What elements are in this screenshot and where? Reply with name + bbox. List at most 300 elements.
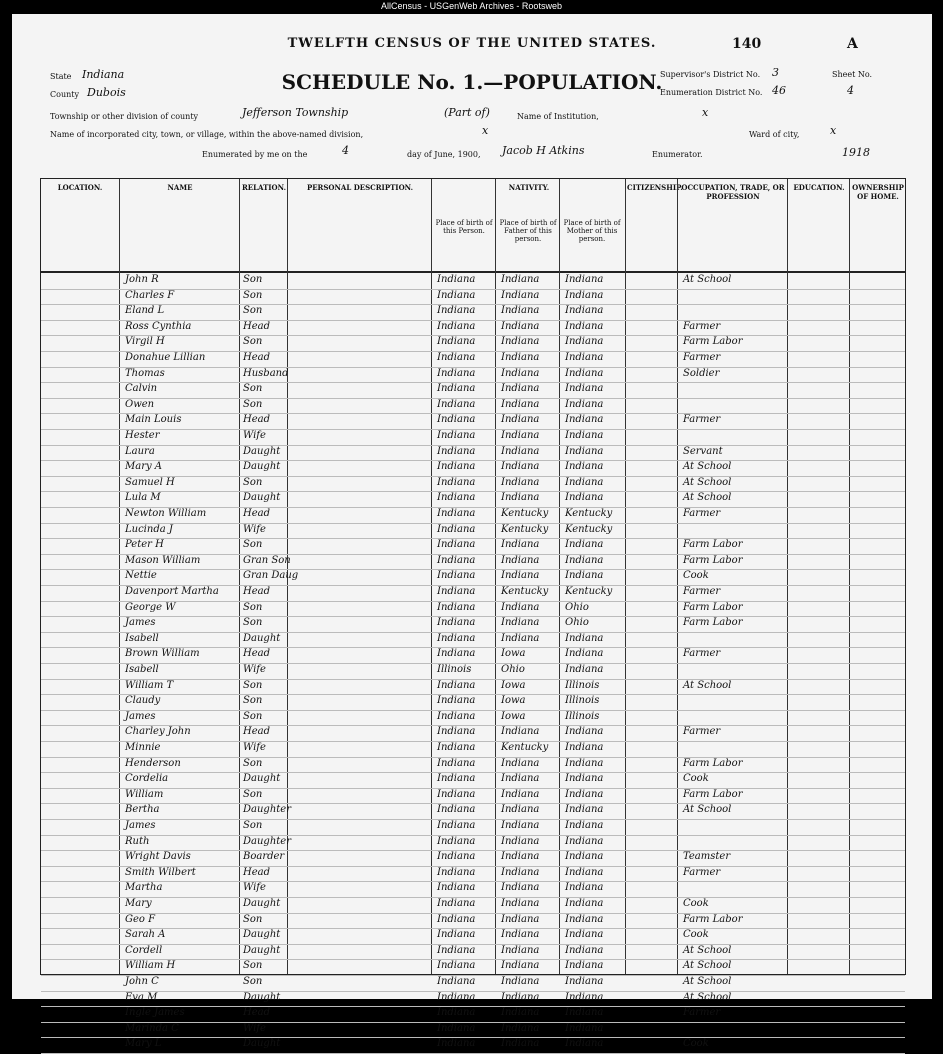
mother-birthplace: Indiana: [565, 726, 604, 738]
mother-birthplace: Indiana: [565, 788, 604, 800]
person-name: Bertha: [125, 804, 160, 816]
relation: Head: [243, 414, 271, 426]
father-birthplace: Indiana: [501, 913, 540, 925]
birthplace: Indiana: [437, 492, 476, 504]
person-name: Nettie: [125, 570, 157, 582]
father-birthplace: Kentucky: [501, 523, 549, 535]
occupation: At School: [683, 944, 732, 956]
relation: Son: [243, 976, 263, 987]
person-name: William: [125, 788, 164, 800]
birthplace: Indiana: [437, 929, 476, 941]
mother-birthplace: Indiana: [565, 866, 604, 878]
institution-value: x: [702, 106, 709, 119]
father-birthplace: Indiana: [501, 617, 540, 629]
father-birthplace: Indiana: [501, 929, 540, 941]
person-name: Isabell: [125, 664, 159, 675]
father-birthplace: Indiana: [501, 835, 540, 847]
father-birthplace: Iowa: [501, 695, 526, 707]
relation: Son: [243, 788, 263, 800]
mother-birthplace: Indiana: [565, 352, 604, 363]
mother-birthplace: Indiana: [565, 1022, 604, 1034]
birthplace: Illinois: [437, 664, 472, 675]
birthplace: Indiana: [437, 305, 476, 317]
father-birthplace: Iowa: [501, 679, 526, 691]
table-row: [41, 1022, 905, 1039]
occupation: Farm Labor: [683, 617, 743, 629]
father-birthplace: Indiana: [501, 804, 540, 816]
birthplace: Indiana: [437, 445, 476, 457]
relation: Gran Daug: [243, 570, 299, 582]
mother-birthplace: Indiana: [565, 632, 604, 644]
mother-birthplace: Kentucky: [565, 586, 613, 597]
table-row: [41, 538, 905, 555]
supervisor-value: 3: [772, 66, 779, 79]
father-birthplace: Indiana: [501, 430, 540, 441]
mother-birthplace: Indiana: [565, 476, 604, 488]
birthplace: Indiana: [437, 742, 476, 753]
birthplace: Indiana: [437, 820, 476, 831]
father-birthplace: Indiana: [501, 570, 540, 582]
person-name: Lula M: [125, 492, 161, 504]
city-label: Name of incorporated city, town, or village, within the above-named division,: [50, 130, 364, 139]
enumerated-day: 4: [342, 144, 349, 157]
sheet-value: 4: [847, 84, 854, 97]
father-birthplace: Indiana: [501, 1038, 540, 1050]
occupation: At School: [683, 461, 732, 473]
occupation: Farm Labor: [683, 788, 743, 800]
table-row: [41, 694, 905, 711]
occupation: Farm Labor: [683, 913, 743, 925]
table-row: [41, 351, 905, 368]
person-name: Virgil H: [125, 336, 165, 348]
relation: Daughter: [243, 835, 291, 847]
schedule-title: SCHEDULE No. 1.—POPULATION.: [281, 70, 663, 94]
person-name: Mary A: [125, 461, 163, 473]
relation: Daught: [243, 898, 281, 909]
nat-head-person: Place of birth of this Person.: [435, 219, 493, 235]
birthplace: Indiana: [437, 352, 476, 363]
father-birthplace: Indiana: [501, 1022, 540, 1034]
relation: Daught: [243, 944, 281, 956]
mother-birthplace: Indiana: [565, 430, 604, 441]
col-citizenship: CITIZENSHIP.: [627, 183, 683, 192]
relation: Son: [243, 695, 263, 707]
person-name: Cordelia: [125, 773, 169, 785]
page-letter: A: [847, 36, 858, 52]
occupation: At School: [683, 976, 732, 987]
relation: Son: [243, 679, 263, 691]
occupation: Farm Labor: [683, 554, 743, 566]
occupation: At School: [683, 679, 732, 691]
relation: Wife: [243, 664, 266, 675]
father-birthplace: Indiana: [501, 851, 540, 863]
census-title: TWELFTH CENSUS OF THE UNITED STATES.: [287, 36, 657, 51]
table-row: [41, 803, 905, 820]
father-birthplace: Indiana: [501, 960, 540, 972]
father-birthplace: Indiana: [501, 274, 540, 285]
relation: Son: [243, 539, 263, 551]
table-row: [41, 1006, 905, 1023]
person-name: Smith Wilbert: [125, 866, 196, 878]
father-birthplace: Indiana: [501, 820, 540, 831]
page-number: 140: [732, 36, 762, 52]
relation: Son: [243, 960, 263, 972]
person-name: Laura: [125, 445, 155, 457]
ward-value: x: [830, 124, 837, 137]
father-birthplace: Indiana: [501, 726, 540, 738]
person-name: George W: [125, 601, 176, 613]
occupation: Cook: [683, 570, 709, 582]
birthplace: Indiana: [437, 539, 476, 551]
person-name: Henderson: [125, 757, 181, 769]
relation: Daught: [243, 461, 281, 473]
father-birthplace: Indiana: [501, 476, 540, 488]
birthplace: Indiana: [437, 398, 476, 410]
table-row: [41, 1037, 905, 1054]
father-birthplace: Indiana: [501, 882, 540, 894]
table-row: [41, 460, 905, 477]
relation: Head: [243, 726, 271, 738]
margin-note: 1918: [842, 146, 870, 159]
person-name: Owen: [125, 398, 155, 410]
enumerator-name: Jacob H Atkins: [502, 144, 585, 157]
relation: Head: [243, 320, 271, 332]
relation: Son: [243, 336, 263, 348]
birthplace: Indiana: [437, 289, 476, 301]
census-table: [40, 178, 906, 1050]
birthplace: Indiana: [437, 898, 476, 909]
table-row: [41, 601, 905, 618]
relation: Wife: [243, 1022, 266, 1034]
relation: Son: [243, 274, 263, 285]
father-birthplace: Indiana: [501, 461, 540, 473]
person-name: Cordell: [125, 944, 163, 956]
mother-birthplace: Indiana: [565, 570, 604, 582]
person-name: John C: [125, 976, 159, 987]
table-row: [41, 959, 905, 976]
father-birthplace: Indiana: [501, 757, 540, 769]
table-row: [41, 632, 905, 649]
occupation: Farm Labor: [683, 336, 743, 348]
table-row: [41, 788, 905, 805]
ward-label: Ward of city,: [749, 130, 800, 139]
occupation: Farm Labor: [683, 757, 743, 769]
person-name: Main Louis: [125, 414, 182, 426]
table-row: [41, 476, 905, 493]
birthplace: Indiana: [437, 508, 476, 519]
father-birthplace: Indiana: [501, 539, 540, 551]
relation: Son: [243, 398, 263, 410]
table-row: [41, 491, 905, 508]
birthplace: Indiana: [437, 788, 476, 800]
person-name: Peter H: [125, 539, 164, 551]
mother-birthplace: Indiana: [565, 648, 604, 660]
person-name: William H: [125, 960, 176, 972]
table-row: [41, 928, 905, 945]
relation: Head: [243, 352, 271, 363]
col-personal: PERSONAL DESCRIPTION.: [306, 183, 414, 192]
birthplace: Indiana: [437, 430, 476, 441]
birthplace: Indiana: [437, 991, 476, 1003]
relation: Head: [243, 1007, 271, 1019]
relation: Son: [243, 710, 263, 722]
occupation: At School: [683, 476, 732, 488]
father-birthplace: Kentucky: [501, 508, 549, 519]
occupation: Soldier: [683, 367, 720, 379]
institution-label: Name of Institution,: [517, 112, 599, 121]
table-row: [41, 273, 905, 290]
birthplace: Indiana: [437, 866, 476, 878]
state-label: State: [50, 72, 72, 81]
mother-birthplace: Indiana: [565, 414, 604, 426]
mother-birthplace: Indiana: [565, 320, 604, 332]
birthplace: Indiana: [437, 414, 476, 426]
relation: Wife: [243, 430, 266, 441]
birthplace: Indiana: [437, 695, 476, 707]
relation: Son: [243, 289, 263, 301]
relation: Head: [243, 508, 271, 519]
father-birthplace: Indiana: [501, 991, 540, 1003]
relation: Daught: [243, 1038, 281, 1050]
table-row: [41, 616, 905, 633]
occupation: At School: [683, 492, 732, 504]
occupation: Farmer: [683, 866, 721, 878]
birthplace: Indiana: [437, 944, 476, 956]
father-birthplace: Indiana: [501, 632, 540, 644]
birthplace: Indiana: [437, 851, 476, 863]
person-name: Claudy: [125, 695, 161, 707]
father-birthplace: Indiana: [501, 866, 540, 878]
birthplace: Indiana: [437, 461, 476, 473]
mother-birthplace: Indiana: [565, 960, 604, 972]
relation: Son: [243, 617, 263, 629]
occupation: Cook: [683, 1038, 709, 1050]
father-birthplace: Indiana: [501, 320, 540, 332]
mother-birthplace: Indiana: [565, 1007, 604, 1019]
occupation: Farmer: [683, 352, 721, 363]
occupation: Farmer: [683, 586, 721, 597]
relation: Daughter: [243, 804, 291, 816]
person-name: Eva M: [125, 991, 158, 1003]
nat-head-mother: Place of birth of Mother of this person.: [563, 219, 621, 243]
father-birthplace: Indiana: [501, 414, 540, 426]
table-row: [41, 975, 905, 992]
birthplace: Indiana: [437, 523, 476, 535]
occupation: Farm Labor: [683, 539, 743, 551]
mother-birthplace: Indiana: [565, 398, 604, 410]
relation: Son: [243, 476, 263, 488]
person-name: Thomas: [125, 367, 165, 379]
father-birthplace: Indiana: [501, 367, 540, 379]
enum-value: 46: [772, 84, 786, 97]
mother-birthplace: Indiana: [565, 445, 604, 457]
sheet-label: Sheet No.: [832, 70, 873, 79]
birthplace: Indiana: [437, 913, 476, 925]
township-part: (Part of): [444, 106, 490, 119]
person-name: Lucinda J: [125, 523, 173, 535]
occupation: Cook: [683, 898, 709, 909]
col-occupation: OCCUPATION, TRADE, OR PROFESSION: [681, 183, 785, 201]
occupation: Cook: [683, 929, 709, 941]
enum-label: Enumeration District No.: [660, 88, 763, 97]
mother-birthplace: Indiana: [565, 851, 604, 863]
mother-birthplace: Indiana: [565, 913, 604, 925]
table-row: [41, 445, 905, 462]
col-name: NAME: [167, 183, 193, 192]
person-name: Mary L: [125, 1038, 162, 1050]
relation: Wife: [243, 882, 266, 894]
mother-birthplace: Ohio: [565, 617, 589, 629]
mother-birthplace: Indiana: [565, 367, 604, 379]
table-row: [41, 710, 905, 727]
relation: Husband: [243, 367, 289, 379]
township-value: Jefferson Township: [242, 106, 349, 119]
county-value: Dubois: [87, 86, 126, 99]
table-row: [41, 335, 905, 352]
birthplace: Indiana: [437, 835, 476, 847]
birthplace: Indiana: [437, 383, 476, 395]
mother-birthplace: Indiana: [565, 305, 604, 317]
nat-head-father: Place of birth of Father of this person.: [499, 219, 557, 243]
person-name: James: [125, 617, 156, 629]
table-row: [41, 367, 905, 384]
father-birthplace: Indiana: [501, 492, 540, 504]
relation: Daught: [243, 492, 281, 504]
person-name: Brown William: [125, 648, 200, 660]
table-row: [41, 289, 905, 306]
col-relation: RELATION.: [241, 183, 287, 192]
occupation: Farmer: [683, 648, 721, 660]
table-row: [41, 569, 905, 586]
birthplace: Indiana: [437, 757, 476, 769]
relation: Daught: [243, 991, 281, 1003]
birthplace: Indiana: [437, 960, 476, 972]
mother-birthplace: Indiana: [565, 835, 604, 847]
birthplace: Indiana: [437, 1007, 476, 1019]
birthplace: Indiana: [437, 804, 476, 816]
birthplace: Indiana: [437, 586, 476, 597]
person-name: Samuel H: [125, 476, 175, 488]
city-value: x: [482, 124, 489, 137]
relation: Daught: [243, 929, 281, 941]
mother-birthplace: Indiana: [565, 898, 604, 909]
person-name: Mary: [125, 898, 152, 909]
mother-birthplace: Indiana: [565, 1038, 604, 1050]
birthplace: Indiana: [437, 648, 476, 660]
table-row: [41, 647, 905, 664]
mother-birthplace: Illinois: [565, 695, 600, 707]
mother-birthplace: Indiana: [565, 461, 604, 473]
occupation: Farm Labor: [683, 601, 743, 613]
occupation: At School: [683, 274, 732, 285]
birthplace: Indiana: [437, 1038, 476, 1050]
person-name: Mason William: [125, 554, 201, 566]
table-row: [41, 772, 905, 789]
table-row: [41, 382, 905, 399]
birthplace: Indiana: [437, 367, 476, 379]
person-name: Davenport Martha: [125, 586, 219, 597]
father-birthplace: Ohio: [501, 664, 525, 675]
person-name: Martha: [125, 882, 163, 894]
person-name: Calvin: [125, 383, 158, 395]
father-birthplace: Indiana: [501, 305, 540, 317]
person-name: James: [125, 820, 156, 831]
person-name: Hester: [125, 430, 160, 441]
table-row: [41, 507, 905, 524]
mother-birthplace: Indiana: [565, 274, 604, 285]
mother-birthplace: Indiana: [565, 492, 604, 504]
col-location: LOCATION.: [57, 183, 103, 192]
relation: Son: [243, 305, 263, 317]
mother-birthplace: Kentucky: [565, 523, 613, 535]
supervisor-label: Supervisor's District No.: [660, 70, 761, 79]
relation: Boarder: [243, 851, 285, 863]
father-birthplace: Iowa: [501, 710, 526, 722]
table-row: [41, 944, 905, 961]
father-birthplace: Indiana: [501, 445, 540, 457]
occupation: At School: [683, 960, 732, 972]
father-birthplace: Iowa: [501, 648, 526, 660]
relation: Son: [243, 601, 263, 613]
birthplace: Indiana: [437, 554, 476, 566]
person-name: Newton William: [125, 508, 207, 519]
person-name: James: [125, 710, 156, 722]
relation: Daught: [243, 445, 281, 457]
table-row: [41, 679, 905, 696]
site-banner: AllCensus - USGenWeb Archives - Rootsweb: [381, 1, 562, 11]
mother-birthplace: Illinois: [565, 679, 600, 691]
occupation: Farmer: [683, 320, 721, 332]
census-sheet: [12, 14, 932, 1050]
father-birthplace: Indiana: [501, 336, 540, 348]
relation: Wife: [243, 742, 266, 753]
mother-birthplace: Indiana: [565, 757, 604, 769]
table-row: [41, 850, 905, 867]
birthplace: Indiana: [437, 617, 476, 629]
birthplace: Indiana: [437, 336, 476, 348]
person-name: Ruth: [125, 835, 150, 847]
col-ownership: OWNERSHIP OF HOME.: [852, 183, 904, 201]
table-row: [41, 429, 905, 446]
relation: Son: [243, 383, 263, 395]
birthplace: Indiana: [437, 601, 476, 613]
person-name: Minnie: [125, 742, 161, 753]
table-row: [41, 663, 905, 680]
father-birthplace: Indiana: [501, 1007, 540, 1019]
relation: Wife: [243, 523, 266, 535]
mother-birthplace: Indiana: [565, 773, 604, 785]
relation: Head: [243, 586, 271, 597]
birthplace: Indiana: [437, 274, 476, 285]
occupation: Farmer: [683, 414, 721, 426]
township-label: Township or other division of county: [50, 112, 199, 121]
mother-birthplace: Illinois: [565, 710, 600, 722]
relation: Son: [243, 820, 263, 831]
relation: Head: [243, 648, 271, 660]
table-row: [41, 725, 905, 742]
mother-birthplace: Indiana: [565, 820, 604, 831]
relation: Daught: [243, 773, 281, 785]
birthplace: Indiana: [437, 976, 476, 987]
mother-birthplace: Indiana: [565, 383, 604, 395]
mother-birthplace: Indiana: [565, 976, 604, 987]
occupation: Farmer: [683, 508, 721, 519]
person-name: Eland L: [125, 305, 165, 317]
person-name: Ross Cynthia: [125, 320, 192, 332]
relation: Head: [243, 866, 271, 878]
table-row: [41, 881, 905, 898]
table-row: [41, 398, 905, 415]
